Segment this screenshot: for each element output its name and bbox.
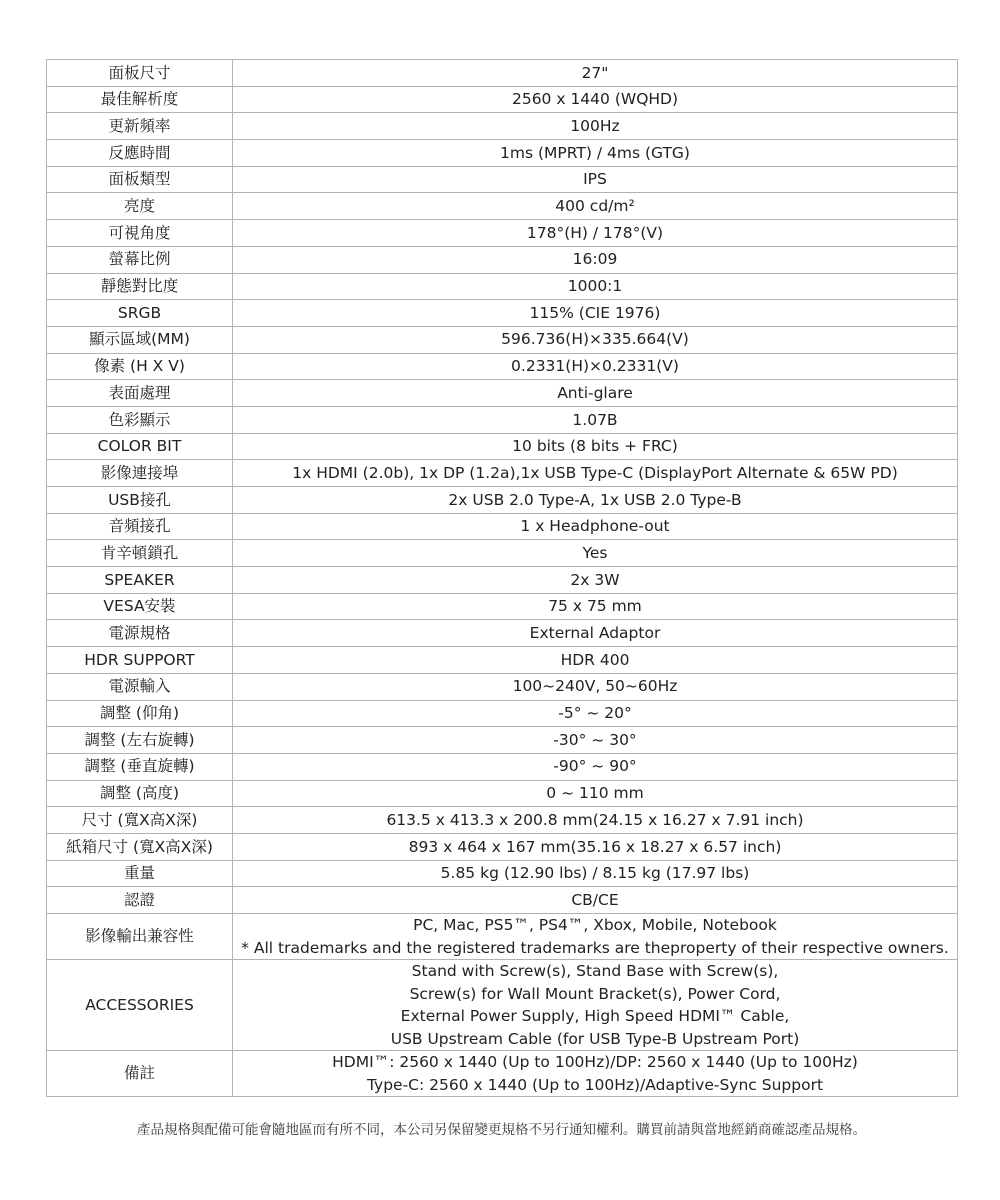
- spec-value: External Adaptor: [233, 620, 958, 647]
- spec-label: 電源規格: [47, 620, 233, 647]
- spec-value: 1000:1: [233, 273, 958, 300]
- spec-row: [47, 353, 958, 380]
- spec-label: 色彩顯示: [47, 406, 233, 433]
- spec-row: [47, 326, 958, 353]
- spec-row: [47, 300, 958, 327]
- spec-value: HDR 400: [233, 647, 958, 674]
- spec-row: [47, 166, 958, 193]
- spec-row: [47, 113, 958, 140]
- spec-value: PC, Mac, PS5™, PS4™, Xbox, Mobile, Notebook * All trademarks and the registered trademarks are theproperty of their respective owners.: [233, 914, 958, 960]
- spec-row: [47, 807, 958, 834]
- spec-label: 面板類型: [47, 166, 233, 193]
- spec-value: Yes: [233, 540, 958, 567]
- spec-label: 紙箱尺寸 (寬X高X深): [47, 833, 233, 860]
- spec-value: CB/CE: [233, 887, 958, 914]
- spec-row: [47, 460, 958, 487]
- spec-row: [47, 780, 958, 807]
- spec-value: 5.85 kg (12.90 lbs) / 8.15 kg (17.97 lbs): [233, 860, 958, 887]
- spec-label: 反應時間: [47, 140, 233, 167]
- spec-row: [47, 753, 958, 780]
- spec-label: 影像連接埠: [47, 460, 233, 487]
- spec-value: HDMI™: 2560 x 1440 (Up to 100Hz)/DP: 2560 x 1440 (Up to 100Hz) Type-C: 2560 x 1440 (Up to 100Hz)/Adaptive-Sync Support: [233, 1051, 958, 1097]
- spec-row: [47, 246, 958, 273]
- spec-value: 596.736(H)×335.664(V): [233, 326, 958, 353]
- spec-table: [46, 59, 958, 1097]
- spec-value: 613.5 x 413.3 x 200.8 mm(24.15 x 16.27 x 7.91 inch): [233, 807, 958, 834]
- spec-label: 電源輸入: [47, 673, 233, 700]
- spec-row: [47, 673, 958, 700]
- spec-value: 1ms (MPRT) / 4ms (GTG): [233, 140, 958, 167]
- spec-value: 0 ~ 110 mm: [233, 780, 958, 807]
- spec-table-body: [47, 60, 958, 1097]
- spec-value: 1x HDMI (2.0b), 1x DP (1.2a),1x USB Type-C (DisplayPort Alternate & 65W PD): [233, 460, 958, 487]
- spec-label: 調整 (垂直旋轉): [47, 753, 233, 780]
- spec-label: HDR SUPPORT: [47, 647, 233, 674]
- spec-label: ACCESSORIES: [47, 960, 233, 1051]
- spec-label: 最佳解析度: [47, 86, 233, 113]
- spec-row: [47, 86, 958, 113]
- spec-label: 靜態對比度: [47, 273, 233, 300]
- spec-label: 尺寸 (寬X高X深): [47, 807, 233, 834]
- footnote: 產品規格與配備可能會隨地區而有所不同，本公司另保留變更規格不另行通知權利。購買前請與當地經銷商確認產品規格。: [137, 1122, 866, 1138]
- spec-label: 可視角度: [47, 220, 233, 247]
- spec-label: 更新頻率: [47, 113, 233, 140]
- spec-label: 肯辛頓鎖孔: [47, 540, 233, 567]
- spec-label: 調整 (左右旋轉): [47, 727, 233, 754]
- spec-row: [47, 567, 958, 594]
- spec-row: [47, 487, 958, 514]
- spec-label: 亮度: [47, 193, 233, 220]
- spec-label: 認證: [47, 887, 233, 914]
- spec-label: 調整 (高度): [47, 780, 233, 807]
- spec-label: 調整 (仰角): [47, 700, 233, 727]
- spec-row: [47, 433, 958, 460]
- spec-row: [47, 406, 958, 433]
- spec-value: 100~240V, 50~60Hz: [233, 673, 958, 700]
- spec-value: 400 cd/m²: [233, 193, 958, 220]
- spec-value: 10 bits (8 bits + FRC): [233, 433, 958, 460]
- spec-label: 影像輸出兼容性: [47, 914, 233, 960]
- spec-label: 顯示區域(MM): [47, 326, 233, 353]
- spec-row: [47, 273, 958, 300]
- spec-label: 重量: [47, 860, 233, 887]
- spec-label: 面板尺寸: [47, 60, 233, 87]
- spec-row: [47, 60, 958, 87]
- spec-value: 893 x 464 x 167 mm(35.16 x 18.27 x 6.57 inch): [233, 833, 958, 860]
- spec-row: [47, 193, 958, 220]
- spec-value: Stand with Screw(s), Stand Base with Screw(s), Screw(s) for Wall Mount Bracket(s), Power Cord, External Power Supply, High Speed HDMI™ Cable, USB Upstream Cable (for USB Type-B Upstream Port): [233, 960, 958, 1051]
- spec-label: 備註: [47, 1051, 233, 1097]
- spec-value: 115% (CIE 1976): [233, 300, 958, 327]
- spec-value: 178°(H) / 178°(V): [233, 220, 958, 247]
- spec-label: COLOR BIT: [47, 433, 233, 460]
- spec-row: [47, 593, 958, 620]
- spec-value: 2x 3W: [233, 567, 958, 594]
- spec-row: [47, 513, 958, 540]
- spec-row: [47, 887, 958, 914]
- spec-label: USB接孔: [47, 487, 233, 514]
- spec-value: 0.2331(H)×0.2331(V): [233, 353, 958, 380]
- spec-row: [47, 1051, 958, 1097]
- spec-row: [47, 727, 958, 754]
- spec-value: 100Hz: [233, 113, 958, 140]
- spec-value: 2x USB 2.0 Type-A, 1x USB 2.0 Type-B: [233, 487, 958, 514]
- spec-value: Anti-glare: [233, 380, 958, 407]
- spec-value: 16:09: [233, 246, 958, 273]
- spec-value: -90° ~ 90°: [233, 753, 958, 780]
- spec-row: [47, 914, 958, 960]
- spec-row: [47, 540, 958, 567]
- spec-label: 螢幕比例: [47, 246, 233, 273]
- spec-value: IPS: [233, 166, 958, 193]
- spec-value: -30° ~ 30°: [233, 727, 958, 754]
- spec-row: [47, 960, 958, 1051]
- spec-row: [47, 380, 958, 407]
- spec-value: 27": [233, 60, 958, 87]
- spec-row: [47, 140, 958, 167]
- spec-label: 音頻接孔: [47, 513, 233, 540]
- spec-label: 像素 (H X V): [47, 353, 233, 380]
- spec-row: [47, 647, 958, 674]
- spec-value: 2560 x 1440 (WQHD): [233, 86, 958, 113]
- spec-value: 1 x Headphone-out: [233, 513, 958, 540]
- spec-value: 1.07B: [233, 406, 958, 433]
- spec-row: [47, 220, 958, 247]
- spec-row: [47, 833, 958, 860]
- spec-label: VESA安裝: [47, 593, 233, 620]
- spec-value: -5° ~ 20°: [233, 700, 958, 727]
- spec-row: [47, 700, 958, 727]
- spec-label: 表面處理: [47, 380, 233, 407]
- spec-label: SRGB: [47, 300, 233, 327]
- spec-value: 75 x 75 mm: [233, 593, 958, 620]
- spec-row: [47, 620, 958, 647]
- spec-label: SPEAKER: [47, 567, 233, 594]
- spec-row: [47, 860, 958, 887]
